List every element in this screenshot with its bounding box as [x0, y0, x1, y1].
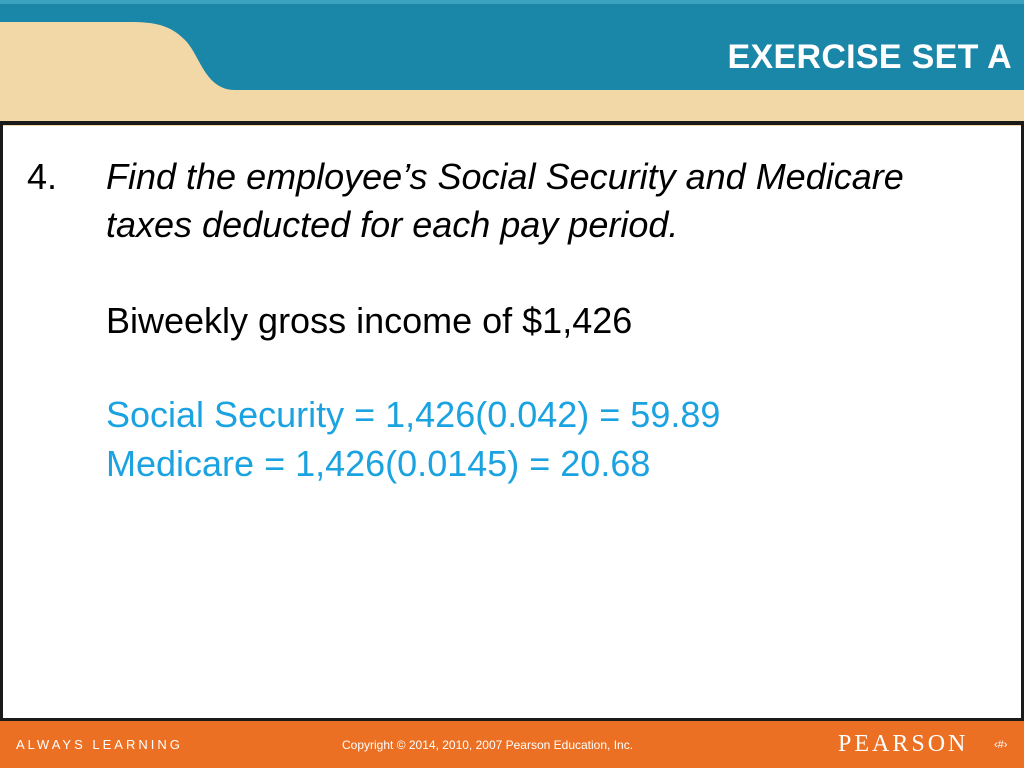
pearson-logo: PEARSON [838, 731, 969, 757]
question-line-1: Find the employee’s Social Security and Medicare [106, 156, 904, 197]
answer-social-security: Social Security = 1,426(0.042) = 59.89 [106, 394, 721, 435]
question-line-2: taxes deducted for each pay period. [106, 204, 679, 245]
footer-copyright: Copyright © 2014, 2010, 2007 Pearson Education, Inc. [342, 738, 634, 752]
left-border [0, 124, 3, 720]
header-divider [0, 121, 1024, 125]
given-statement: Biweekly gross income of $1,426 [106, 300, 633, 341]
header-top-stripe [0, 0, 1024, 4]
slide-page-number: ‹#› [994, 739, 1008, 751]
footer-tagline: ALWAYS LEARNING [16, 737, 183, 752]
footer-bar [0, 718, 1024, 768]
slide-title: EXERCISE SET A [727, 38, 1012, 76]
problem-number: 4. [27, 156, 58, 197]
answer-medicare: Medicare = 1,426(0.0145) = 20.68 [106, 443, 651, 484]
